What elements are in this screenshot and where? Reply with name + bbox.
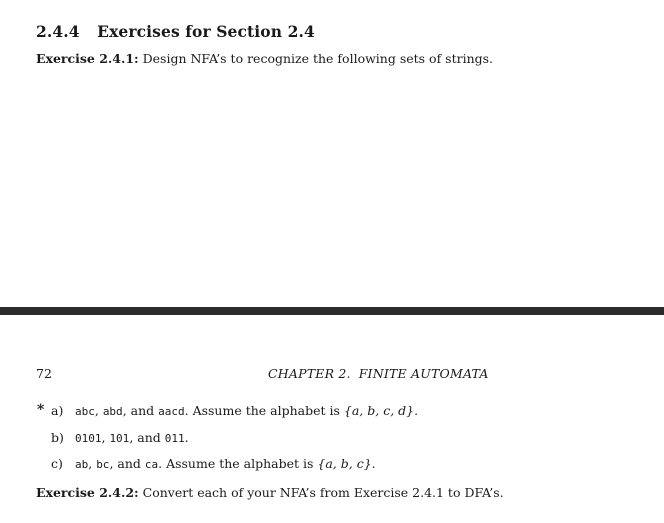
running-head-title: FINITE AUTOMATA xyxy=(358,366,489,381)
separator: , xyxy=(88,456,97,471)
section-title: Exercises for Section 2.4 xyxy=(97,22,315,41)
separator: , and xyxy=(122,403,159,418)
separator: , xyxy=(101,430,110,445)
period: . xyxy=(414,403,419,418)
running-head xyxy=(268,366,489,381)
exercise-text: Design NFA’s to recognize the following sets of strings. xyxy=(142,51,494,66)
exercise-2-4-2 xyxy=(36,485,504,500)
period: . xyxy=(184,430,189,445)
list-item-c xyxy=(51,456,376,471)
item-text: . Assume the alphabet is xyxy=(184,403,344,418)
item-label: b) xyxy=(51,430,64,445)
string: aacd xyxy=(158,405,185,418)
string: abc xyxy=(74,405,95,418)
string: 011 xyxy=(164,432,185,445)
period: . xyxy=(371,456,376,471)
string: 101 xyxy=(109,432,130,445)
running-head-chapter: CHAPTER 2. xyxy=(268,366,351,381)
item-text: . Assume the alphabet is xyxy=(158,456,318,471)
string: ca xyxy=(144,458,159,471)
separator: , and xyxy=(109,456,145,471)
alphabet-set: {a, b, c} xyxy=(317,456,372,471)
page-number: 72 xyxy=(36,366,52,381)
page-break-divider xyxy=(0,307,664,315)
string: bc xyxy=(96,458,110,471)
star-marker: * xyxy=(37,402,45,418)
list-item-b xyxy=(51,430,189,445)
exercise-label: Exercise 2.4.1: xyxy=(36,51,139,66)
list-item-a xyxy=(51,403,418,418)
section-heading xyxy=(36,22,315,41)
string: 0101 xyxy=(74,432,102,445)
item-label: c) xyxy=(51,456,63,471)
item-label: a) xyxy=(51,403,64,418)
string: ab xyxy=(74,458,89,471)
exercise-label: Exercise 2.4.2: xyxy=(36,485,139,500)
separator: , and xyxy=(129,430,165,445)
alphabet-set: {a, b, c, d} xyxy=(343,403,415,418)
section-number: 2.4.4 xyxy=(36,22,80,41)
exercise-2-4-1 xyxy=(36,51,493,66)
separator: , xyxy=(94,403,103,418)
string: abd xyxy=(102,405,123,418)
exercise-text: Convert each of your NFA’s from Exercise 2.4.1 to DFA’s. xyxy=(142,485,504,500)
